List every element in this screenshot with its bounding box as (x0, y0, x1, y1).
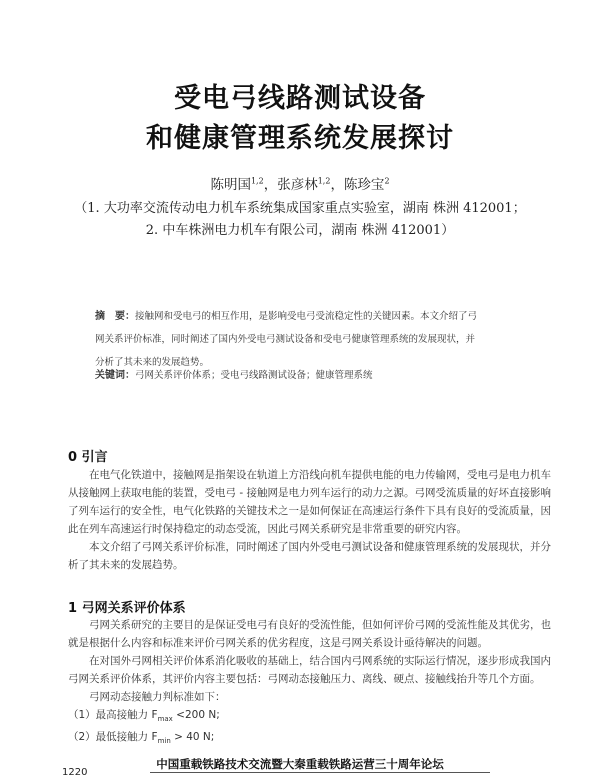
keywords-label: 关键词： (95, 370, 135, 381)
body-line: 了列车运行的安全性，电气化铁路的关键技术之一是如何保证在高速运行条件下具有良好的受流质量，因 (68, 505, 551, 517)
author-list (0, 173, 600, 193)
section1-body (68, 616, 552, 750)
body-line: 就是根据什么内容和标准来评价弓网关系的优劣程度，这是弓网关系设计亟待解决的问题。 (68, 637, 488, 649)
abstract-line: 分析了其未来的发展趋势。 (95, 357, 210, 368)
criteria-text: （1）最高接触力 F (68, 709, 158, 721)
abstract-text: 接触网和受电弓的相互作用，是影响受电弓受流稳定性的关键因素。本文介绍了弓 (135, 311, 478, 322)
affiliation-line2: 2. 中车株洲电力机车有限公司，湖南 株洲 412001） (145, 223, 455, 238)
body-line: 在对国外弓网相关评价体系消化吸收的基础上，结合国内弓网系统的实际运行情况，逐步形成我国内 (89, 655, 551, 667)
paper-title-line2: 和健康管理系统发展探讨 (146, 123, 454, 154)
footer-rule (150, 772, 490, 773)
abstract (95, 305, 515, 374)
criteria-subscript: max (157, 715, 173, 724)
criteria-item-2 (68, 728, 552, 750)
abstract-line (95, 305, 515, 328)
body-line: 本文介绍了弓网关系评价标准，同时阐述了国内外受电弓测试设备和健康管理系统的发展现状，并分 (89, 541, 551, 553)
author-1: 陈明国 (210, 177, 251, 193)
footer-title: 中国重载铁路技术交流暨大秦重载铁路运营三十周年论坛 (156, 757, 444, 771)
body-line: 从接触网上获取电能的装置，受电弓 - 接触网是电力列车运行的动力之源。弓网受流质量的好坏直接影响 (68, 487, 551, 499)
author-3: 陈珍宝 (343, 177, 385, 193)
abstract-line: 网关系评价标准，同时阐述了国内外受电弓测试设备和受电弓健康管理系统的发展现状，并 (95, 334, 476, 345)
abstract-label: 摘 要： (95, 311, 135, 322)
body-line: 此在列车高速运行时保持稳定的动态受流，因此弓网关系研究是非常重要的研究内容。 (68, 523, 467, 535)
affiliation-line1: （1. 大功率交流传动电力机车系统集成国家重点实验室，湖南 株洲 412001； (74, 201, 526, 216)
section-heading-1: 1 弓网关系评价体系 (68, 601, 186, 616)
body-line: 弓网关系评价体系，其评价内容主要包括：弓网动态接触压力、离线、硬点、接触线抬升等几个方面。 (68, 673, 541, 685)
keywords-text: 弓网关系评价体系；受电弓线路测试设备；健康管理系统 (135, 370, 373, 381)
body-line: 弓网动态接触力判标准如下： (89, 691, 226, 703)
author-3-affil: 2 (384, 176, 390, 186)
criteria-text: > 40 N; (170, 731, 215, 744)
intro-body (68, 466, 552, 574)
author-separator: ， (330, 177, 344, 193)
body-line: 在电气化铁道中，接触网是指架设在轨道上方沿线向机车提供电能的电力传输网，受电弓是电力机车 (89, 469, 551, 481)
body-line: 弓网关系研究的主要目的是保证受电弓有良好的受流性能，但如何评价弓网的受流性能及其优劣，也 (89, 619, 551, 631)
criteria-item-1 (68, 706, 552, 728)
body-line: 析了其未来的发展趋势。 (68, 559, 184, 571)
author-2: 张彦林 (277, 177, 318, 193)
author-1-affil: 1,2 (250, 176, 264, 186)
criteria-subscript: min (157, 737, 171, 746)
section-heading-intro: 0 引言 (68, 450, 108, 465)
author-2-affil: 1,2 (317, 176, 331, 186)
criteria-text: （2）最低接触力 F (68, 731, 158, 744)
author-separator: ， (263, 177, 278, 193)
keywords (95, 366, 535, 381)
criteria-text: <200 N; (172, 709, 220, 721)
page-number: 1220 (62, 767, 88, 778)
paper-title-line1: 受电弓线路测试设备 (174, 83, 426, 114)
